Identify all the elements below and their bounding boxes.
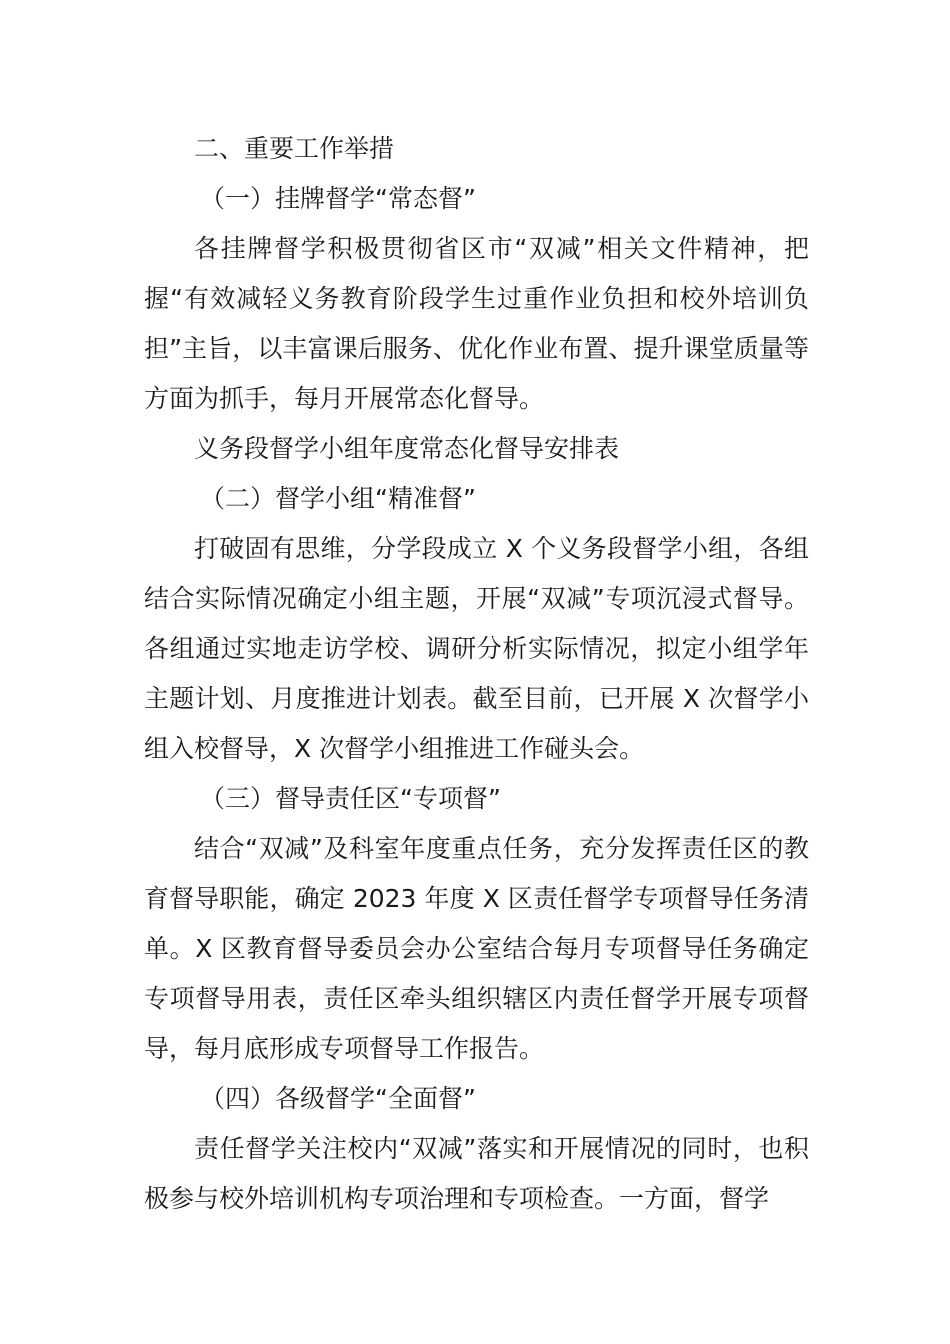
subsection-title-1: （一）挂牌督学“常态督” [200, 184, 476, 213]
subsection-title-4: （四）各级督学“全面督” [200, 1084, 476, 1113]
subsection-title-3: （三）督导责任区“专项督” [200, 784, 501, 813]
document-body [144, 124, 809, 1224]
table-caption: 义务段督学小组年度常态化督导安排表 [194, 434, 620, 463]
subsection-title-2: （二）督学小组“精准督” [200, 484, 476, 513]
paragraph-4: 责任督学关注校内“双减”落实和开展情况的同时，也积极参与校外培训机构专项治理和专项检查。一方面，督学 [144, 1134, 809, 1213]
paragraph-2: 打破固有思维，分学段成立 X 个义务段督学小组，各组结合实际情况确定小组主题，开展“双减”专项沉浸式督导。各组通过实地走访学校、调研分析实际情况，拟定小组学年主题计划、月度推进计划表。截至目前，已开展 X 次督学小组入校督导，X 次督学小组推进工作碰头会。 [144, 534, 809, 763]
paragraph-3: 结合“双减”及科室年度重点任务，充分发挥责任区的教育督导职能，确定 2023 年度 X 区责任督学专项督导任务清单。X 区教育督导委员会办公室结合每月专项督导任务确定专项督导用表，责任区牵头组织辖区内责任督学开展专项督导，每月底形成专项督导工作报告。 [144, 834, 809, 1063]
section-title: 二、重要工作举措 [194, 134, 395, 163]
paragraph-1: 各挂牌督学积极贯彻省区市“双减”相关文件精神，把握“有效减轻义务教育阶段学生过重作业负担和校外培训负担”主旨，以丰富课后服务、优化作业布置、提升课堂质量等方面为抓手，每月开展常态化督导。 [144, 234, 809, 413]
